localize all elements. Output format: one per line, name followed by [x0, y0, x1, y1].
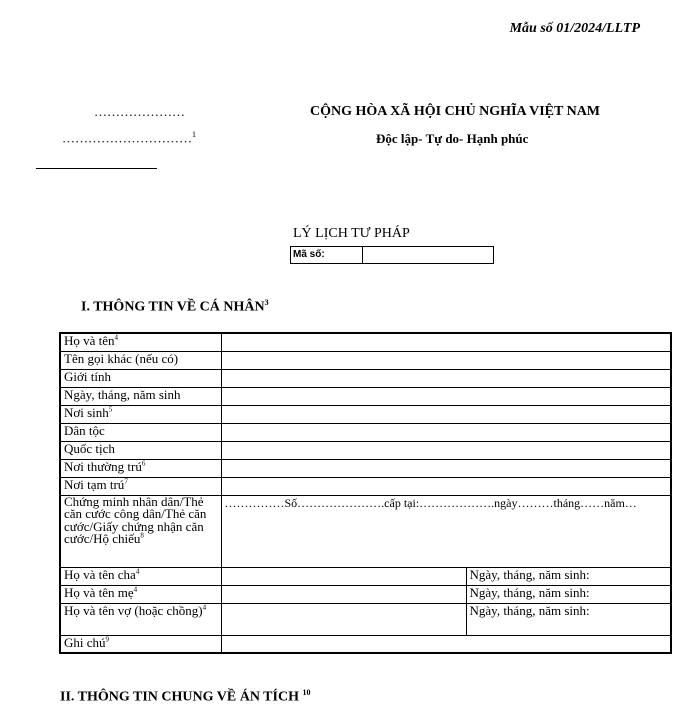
table-row	[60, 387, 671, 405]
row-value-field[interactable]	[221, 333, 671, 351]
form-number: Mẫu số 01/2024/LLTP	[509, 21, 640, 36]
father-dob-label: Ngày, tháng, năm sinh:	[466, 567, 671, 585]
agency-line-1: …………………	[94, 104, 185, 119]
table-row	[60, 423, 671, 441]
agency-line-2: …………………………$^1$	[62, 130, 196, 146]
row-label: Ghi chú$^9$	[60, 635, 221, 653]
row-label: Tên gọi khác (nếu có)	[60, 351, 221, 369]
table-row	[60, 603, 671, 635]
table-row	[60, 351, 671, 369]
id-document-field[interactable]: ……………Số………………….cấp tại:……………….ngày………tháng……năm…	[221, 495, 671, 567]
spouse-dob-label: Ngày, tháng, năm sinh:	[466, 603, 671, 635]
table-row	[60, 459, 671, 477]
national-motto: Độc lập- Tự do- Hạnh phúc	[376, 131, 529, 146]
row-value-field[interactable]	[221, 459, 671, 477]
table-row	[60, 567, 671, 585]
row-label: Họ và tên mẹ$^4$	[60, 585, 221, 603]
row-value-field[interactable]	[221, 405, 671, 423]
row-value-field[interactable]	[221, 423, 671, 441]
spouse-name-field[interactable]	[221, 603, 466, 635]
row-value-field[interactable]	[221, 387, 671, 405]
row-label: Họ và tên cha$^4$	[60, 567, 221, 585]
table-row	[60, 441, 671, 459]
table-row	[60, 635, 671, 653]
document-title: LÝ LỊCH TƯ PHÁP	[293, 226, 410, 241]
personal-info-table	[59, 332, 672, 654]
row-value-field[interactable]	[221, 441, 671, 459]
notes-field[interactable]	[221, 635, 671, 653]
table-row	[60, 369, 671, 387]
row-value-field[interactable]	[221, 477, 671, 495]
table-row	[60, 333, 671, 351]
section1-heading: I. THÔNG TIN VỀ CÁ NHÂN$^3$	[81, 298, 269, 315]
row-label: Dân tộc	[60, 423, 221, 441]
agency-underline	[36, 168, 157, 169]
table-row	[60, 585, 671, 603]
section2-heading: II. THÔNG TIN CHUNG VỀ ÁN TÍCH $^{10}$	[60, 688, 311, 705]
footnote-marker: 1	[192, 130, 196, 139]
row-label: Họ và tên vợ (hoặc chồng)$^4$	[60, 603, 221, 635]
row-label: Giới tính	[60, 369, 221, 387]
national-title: CỘNG HÒA XÃ HỘI CHỦ NGHĨA VIỆT NAM	[310, 104, 601, 119]
row-label: Nơi thường trú$^6$	[60, 459, 221, 477]
father-name-field[interactable]	[221, 567, 466, 585]
row-label: Nơi tạm trú$^7$	[60, 477, 221, 495]
row-label: Họ và tên$^4$	[60, 333, 221, 351]
row-label: Ngày, tháng, năm sinh	[60, 387, 221, 405]
row-label: Quốc tịch	[60, 441, 221, 459]
row-label: Nơi $\sinh^5$	[60, 405, 221, 423]
row-value-field[interactable]	[221, 351, 671, 369]
code-label: Mã số:	[291, 247, 363, 263]
row-label: Chứng minh nhân dân/Thẻ căn cước công dân/Thẻ căn cước/Giấy chứng nhận căn cước/Hộ chiếu$^8$	[60, 495, 221, 567]
mother-name-field[interactable]	[221, 585, 466, 603]
row-value-field[interactable]	[221, 369, 671, 387]
table-row	[60, 405, 671, 423]
table-row	[60, 477, 671, 495]
code-box	[290, 246, 494, 264]
table-row	[60, 495, 671, 567]
mother-dob-label: Ngày, tháng, năm sinh:	[466, 585, 671, 603]
